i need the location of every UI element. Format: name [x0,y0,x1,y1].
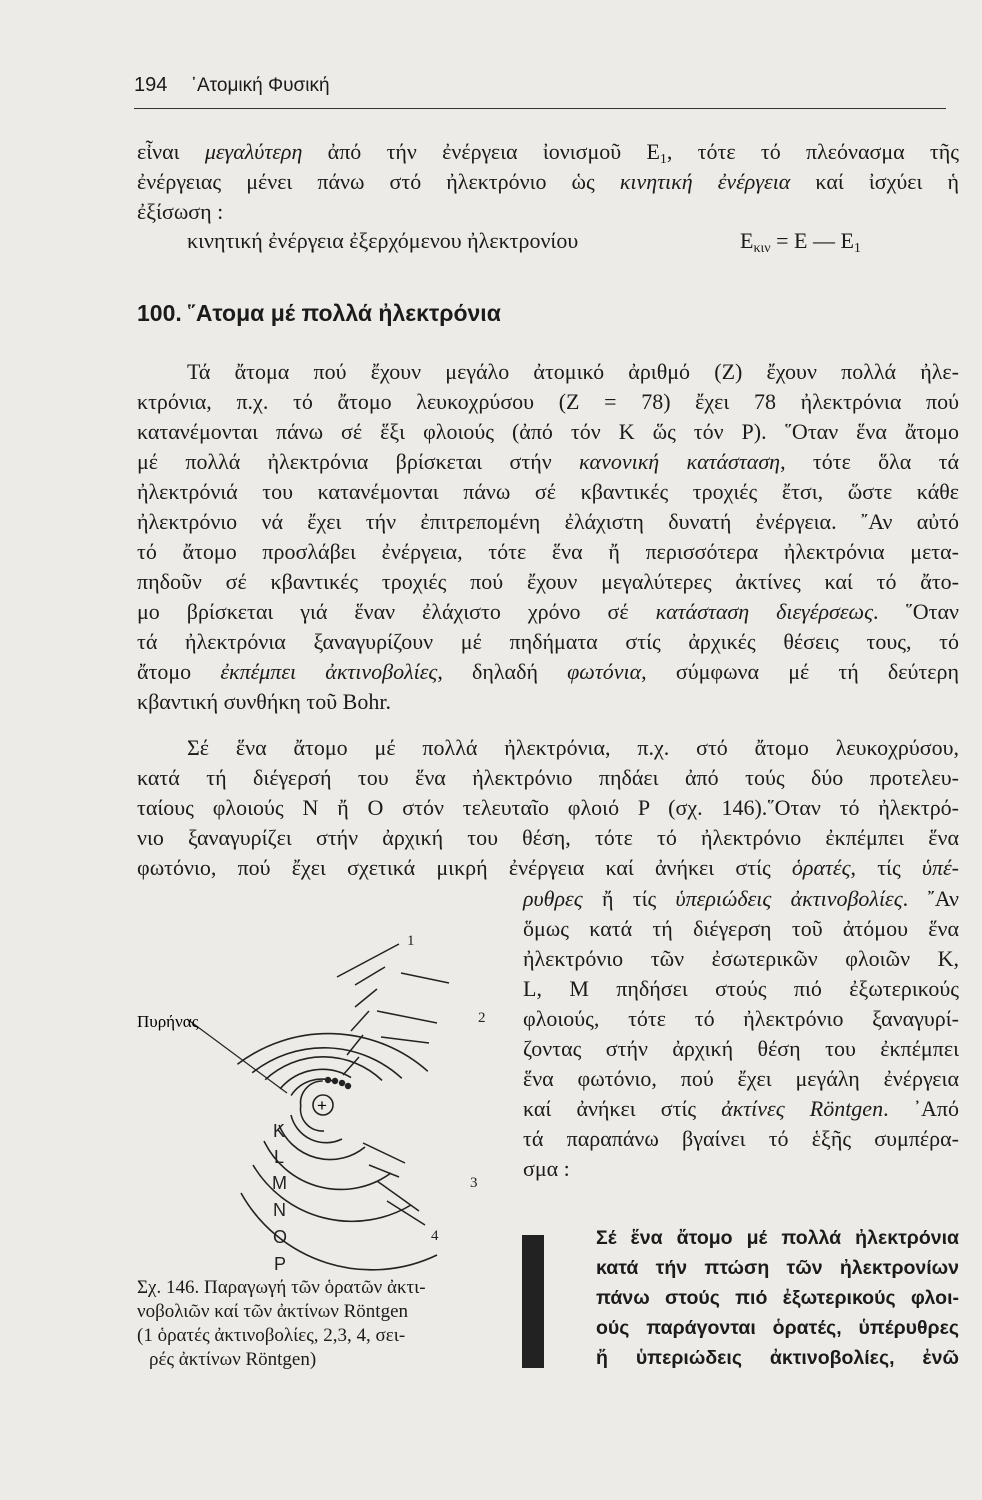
page-header [134,74,330,97]
figure-caption [137,1276,467,1372]
shell-O [252,1048,402,1079]
nucleus-plus-sign: + [317,1096,327,1115]
text-line: καί ἀνήκει στίς ἀκτίνες Röntgen. ᾿Από [523,1096,959,1121]
section-number: 100. [137,300,182,326]
figure-146 [137,915,527,1275]
shell-label-L: L [274,1147,285,1167]
text-line: κτρόνια, π.χ. τό ἄτομο λευκοχρύσου (Z = 78) ἔχει 78 ἠλεκτρόνια πού [137,389,959,414]
caption-line: νοβολιῶν καί τῶν ἀκτίνων Röntgen [137,1301,409,1322]
transition-1-arrow [337,944,399,977]
text-line: νιο ξαναγυρίζει στήν ἀρχική του θέση, τότε τό ἠλεκτρόνιο ἐκπέμπει ἕνα [137,825,959,850]
running-title: ᾿Ατομική Φυσική [190,75,330,96]
text-line: μέ πολλά ἠλεκτρόνια βρίσκεται στήν κανονική κατάσταση, τότε ὅλα τά [137,449,960,474]
text-line: ἕνα φωτόνιο, πού ἔχει μεγάλη ἐνέργεια [523,1066,959,1091]
right-column-text [523,884,959,1184]
text-line: ἄτομο ἐκπέμπει ἀκτινοβολίες, δηλαδή φωτόνια, σύμφωνα μέ τή δεύτερη [137,659,959,684]
text-line: σμα : [523,1156,570,1181]
text-line: ἐνέργειας μένει πάνω στό ἠλεκτρόνιο ὡς κινητική ἐνέργεια καί ἰσχύει ἡ [137,169,959,194]
transition-4-arrow [377,1181,419,1211]
nucleus-label: Πυρήνας [137,1012,199,1031]
text-line: Σέ ἕνα ἄτομο μέ πολλά ἠλεκτρόνια, π.χ. στό ἄτομο λευκοχρύσου, [187,735,959,760]
conclusion-marker-bar [522,1235,544,1368]
intro-paragraph [137,137,959,227]
shell-label-O: O [273,1227,288,1247]
section-title: ῞Ατομα μέ πολλά ἠλεκτρόνια [188,300,501,326]
shell-P-lower [241,1193,437,1270]
caption-line: (1 ὁρατές ἀκτινοβολίες, 2,3, 4, σει- [137,1325,406,1346]
transition-label-2: 2 [478,1010,486,1026]
transition-3-arrow [363,1143,405,1163]
paragraph-2 [137,733,959,883]
text-line: πηδοῦν σέ κβαντικές τροχιές πού ἔχουν μεγαλύτερες ἀκτίνες καί τό ἄτο- [137,569,959,594]
text-line: L, M πηδήσει στούς πιό ἐξωτερικούς [523,976,959,1001]
text-line: τά παραπάνω βγαίνει τό ἑξῆς συμπέρα- [523,1126,959,1151]
shell-label-N: N [273,1200,286,1220]
transition-label-1: 1 [407,933,415,949]
page-number: 194 [134,74,168,96]
conclusion-line: Σέ ἕνα ἄτομο μέ πολλά ἠλεκτρόνια [596,1227,959,1249]
text-line: φωτόνιο, πού ἔχει σχετικά μικρή ἐνέργεια καί ἀνήκει στίς ὁρατές, τίς ὑπέ- [137,855,959,880]
text-line: Τά ἄτομα πού ἔχουν μεγάλο ἀτομικό ἀριθμό (Z) ἔχουν πολλά ἠλε- [187,359,959,384]
text-line: ρυθρες ἤ τίς ὑπεριώδεις ἀκτινοβολίες. ῎Αν [523,886,959,911]
conclusion-line: κατά τήν πτώση τῶν ἠλεκτρονίων [596,1257,959,1279]
text-line: εἶναι μεγαλύτερη ἀπό τήν ἐνέργεια ἰονισμοῦ $E_1$, τότε τό πλεόνασμα τῆς [137,139,959,167]
transition-2-arrow [377,1011,437,1023]
text-line: ὅμως κατά τή διέγερση τοῦ ἀτόμου ἕνα [523,916,959,941]
shell-label-P: P [274,1254,287,1274]
caption-line: Σχ. 146. Παραγωγή τῶν ὁρατῶν ἀκτι- [137,1277,426,1298]
conclusion-line: ἤ ὑπεριώδεις ἀκτινοβολίες, ἐνῶ [596,1347,959,1369]
conclusion-box [596,1223,959,1373]
text-line: ἐξίσωση : [137,199,224,224]
equation-rhs: $E_{\kappa\iota\nu} = E$ — $E_1$ [740,228,861,256]
text-line: κατά τή διέγερσή του ἕνα ἠλεκτρόνιο πηδάει ἀπό τούς δύο προτελευ- [137,765,959,790]
text-line: ταίους φλοιούς N ἤ O στόν τελευταῖο φλοιό P (σχ. 146).῞Οταν τό ἠλεκτρό- [137,795,959,820]
atom-shells-diagram [137,915,527,1275]
text-line: φλοιούς, τότε τό ἠλεκτρόνιο ξαναγυρί- [523,1006,959,1031]
shell-label-M: M [272,1173,287,1193]
text-line: μο βρίσκεται γιά ἕναν ἐλάχιστο χρόνο σέ κατάσταση διεγέρσεως. ῞Οταν [137,599,959,624]
paragraph-1 [137,357,959,717]
conclusion-line: πάνω στούς πιό ἐξωτερικούς φλοι- [596,1287,959,1309]
equation-lhs: κινητική ἐνέργεια ἐξερχόμενου ἠλεκτρονίου [187,228,579,253]
conclusion-line: ούς παράγονται ὁρατές, ὑπέρυθρες [596,1317,959,1339]
shell-label-K: K [273,1121,286,1141]
transition-label-4: 4 [431,1228,439,1244]
text-line: τό ἄτομο προσλάβει ἐνέργεια, τότε ἕνα ἤ περισσότερα ἠλεκτρόνια μετα- [137,539,959,564]
text-line: τά ἠλεκτρόνια ξαναγυρίζουν μέ πηδήματα στίς ἀρχικές θέσεις τους, τό [137,629,959,654]
nucleus-pointer [187,1019,287,1093]
section-heading [137,300,501,327]
transition-label-3: 3 [470,1175,478,1191]
text-line: κβαντική συνθήκη τοῦ Bohr. [137,689,391,714]
header-rule [134,108,946,109]
caption-line: ρές ἀκτίνων Röntgen) [149,1349,317,1370]
text-line: ἠλεκτρόνιά του κατανέμονται πάνω σέ κβαντικές τροχιές ἔτσι, ὥστε κάθε [137,479,959,504]
text-line: ζοντας στήν ἀρχική θέση του ἐκπέμπει [523,1036,959,1061]
text-line: ἠλεκτρόνιο νά ἔχει τήν ἐπιτρεπομένη ἐλάχιστη δυνατή ἐνέργεια. ῎Αν αὐτό [137,509,959,534]
shell-L-lower [291,1115,342,1143]
text-line: κατανέμονται πάνω σέ ἕξι φλοιούς (ἀπό τόν K ὥς τόν P). ῞Οταν ἕνα ἄτομο [137,419,959,444]
text-line: ἠλεκτρόνιο τῶν ἐσωτερικῶν φλοιῶν K, [523,946,959,971]
